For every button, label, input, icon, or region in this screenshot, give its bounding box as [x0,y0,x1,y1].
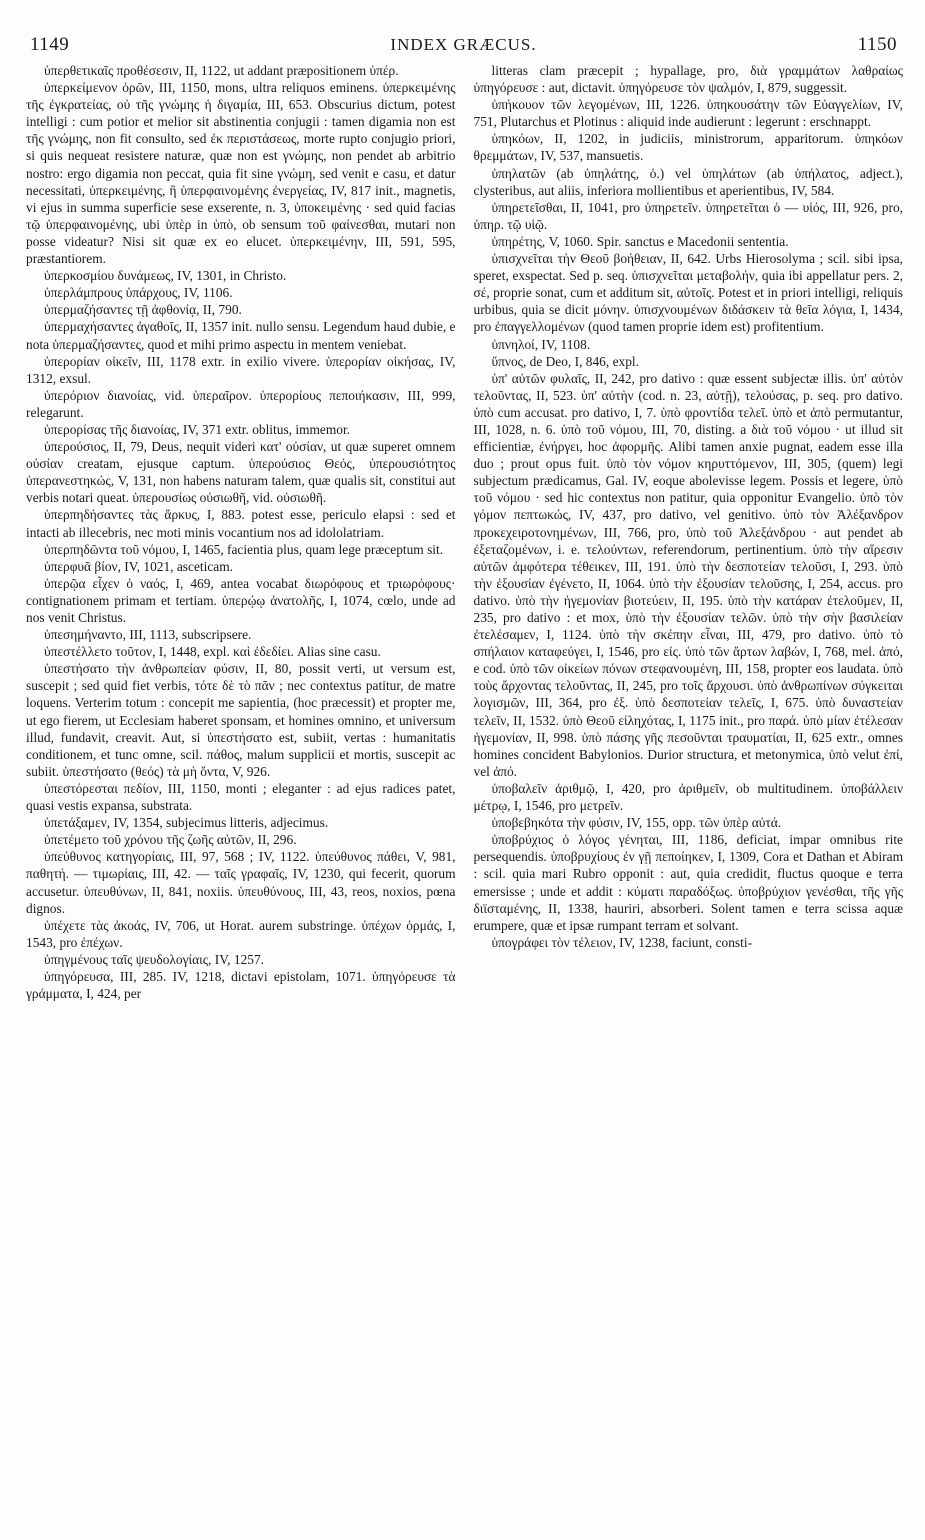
left-page-number: 1149 [30,34,70,55]
index-entry: ὑπηλατῶν (ab ὑπηλάτης, ὁ.) vel ὑπηλάτων (ab ὑπήλατος, adject.), clysteribus, aut aliis, inferiora mollientibus et aperientibus, IV, 584. [473,165,903,198]
index-entry: ὑπισχνεῖται τὴν Θεοῦ βοήθειαν, II, 642. Urbs Hierosolyma ; scil. sibi ipsa, speret, exspectat. Sed p. seq. ὑπισχνεῖται μεταβολήν, quia ibi appellatur pers. 2, σέ, proprie sonat, cum et additum sit, αὐτοῖς. Potest et in priori intelligi, reliquis urbibus, quia se dicit μόνην. ὑπισχνουμένων διδάσκειν τὰ θεῖα λόγια, I, 1434, pro ἐπαγγελλομένων (quod tamen proprie idem est) profitentium. [473,251,903,335]
index-entry: ὑπερμαζήσαντες τῇ ἀφθονίᾳ, II, 790. [44,302,242,318]
index-entry: ὑπερῷα εἶχεν ὁ ναός, I, 469, antea vocabat διωρόφους et τριωρόφους· contignationem primam et tertiam. ὑπερῴῳ ἀνατολῆς, I, 1074, cœlo, unde ad nos venit Christus. [26,575,456,625]
right-column [474,62,904,1002]
index-entry: ὑπεύθυνος κατηγορίαις, III, 97, 568 ; IV, 1122. ὑπεύθυνος πάθει, V, 981, παθητή. — τιμωρίαις, III, 42. — ταῖς γραφαῖς, IV, 1230, qui fecerit, quorum accusetur. ὑπευθύνων, II, 841, noxiis. ὑπευθύνους, III, 43, reos, noxios, pœna dignos. [26,849,456,916]
index-entry: ὑπετέμετο τοῦ χρόνου τῆς ζωῆς αὐτῶν, II, 296. [44,832,297,848]
page-header [26,34,903,60]
index-entry: ὑπνηλοί, IV, 1108. [491,336,591,352]
index-entry: ὑπηρέτης, V, 1060. Spir. sanctus e Macedonii sententia. [491,233,789,249]
index-entry: ὑπέχετε τὰς ἀκοάς, IV, 706, ut Horat. aurem substringe. ὑπέχων ὁρμάς, I, 1543, pro ἐπέχων. [26,917,456,950]
index-entry: ὑπεστόρεσται πεδίον, III, 1150, monti ; eleganter : ad ejus radices patet, quasi vestis expansa, substrata. [26,780,456,814]
index-entry: ὑπηκόων, II, 1202, in judiciis, ministrorum, apparitorum. ὑπηκόων θρεμμάτων, IV, 537, mansuetis. [473,131,903,164]
index-entry: ὑποβρύχιος ὁ λόγος γένηται, III, 1186, deficiat, impar omnibus rite persequendis. ὑποβρυχίους ἐν γῇ πεποίηκεν, I, 1309, Cora et Dathan et Abiram : scil. quia mari Rubro opponit : aut, quia credidit, fluctus quoque e terra emersisse ; unde et addit : κύματι παραδόξως. ὑποβρύχιον γενέσθαι, τῆς γῆς διϊσταμένης, II, 1338, hauriri, absorberi. Solent tamen e terra scissa aquæ erumpere, quæ et ipsæ rumpant terram et solvant. [473,832,903,933]
index-entry: ὑπηρετεῖσθαι, II, 1041, pro ὑπηρετεῖν. ὑπηρετεῖται ὁ — υἱός, III, 926, pro, ὑπηρ. τῷ υἱῷ. [473,199,903,232]
index-entry: ὑπερκοσμίου δυνάμεως, IV, 1301, in Christo. [44,268,287,284]
index-entry: ὑπερόριον διανοίας, vid. ὑπεραῖρον. ὑπερορίους πεποιήκασιν, III, 999, relegarunt. [26,387,456,420]
index-entry: ὑποβεβηκότα τὴν φύσιν, IV, 155, opp. τῶν ὑπὲρ αὐτά. [491,815,782,831]
index-entry: ὑπερπηδῶντα τοῦ νόμου, I, 1465, facientia plus, quam lege præceptum sit. [44,541,444,557]
index-entry: ὑπεστέλλετο τοῦτον, I, 1448, expl. καὶ ἐδεδίει. Alias sine casu. [44,644,381,660]
index-entry: ὑπηγόρευσα, III, 285. IV, 1218, dictavi epistolam, 1071. ὑπηγόρευσε τὰ γράμματα, I, 424, per [26,968,456,1002]
running-title: INDEX GRÆCUS. [390,35,537,54]
index-entry: ὑποβαλεῖν ἀριθμῷ, I, 420, pro ἀριθμεῖν, ob multitudinem. ὑποβάλλειν μέτρῳ, I, 1546, pro μετρεῖν. [473,780,903,814]
index-entry: ὑπηγμένους ταῖς ψευδολογίαις, IV, 1257. [44,951,264,967]
index-entry: ὑπεστήσατο τὴν ἀνθρωπείαν φύσιν, II, 80, possit verti, ut versum est, suscepit ; sed quid fiet verbis, τότε δὲ τὸ πᾶν ; nec contextus patitur, de matre loquens. Verterim totum : concepit me sapientia, (hoc præcessit) et propter me, ut ego fierem, ut Ecclesiam haberet sponsam, et homines omnino, et universum illud, fundavit, creavit. Aut, si ὑπεστήσατο est, subiit, vertas : humanitatis conditionem, et tunc omne, scil. πάθος, malum supplicii et mortis, suscepit ac subiit. ὑπεστήσατο (θεός) τὰ μὴ ὄντα, V, 926. [26,661,456,779]
index-entry: ὑπερορίαν οἰκεῖν, III, 1178 extr. in exilio vivere. ὑπερορίαν οἰκήσας, IV, 1312, exsul. [26,353,456,386]
index-entry: ὑπ' αὐτῶν φυλαῖς, II, 242, pro dativo : quæ essent subjectæ illis. ὑπ' αὐτὸν τελοῦντας, II, 523. ὑπ' αὐτὴν (cod. n. 23, αὐτῇ), τελούσας, p. seq. pro dativo. ὑπὸ cum accusat. pro dativo, I, 7. ὑπὸ φροντίδα τελεῖ. ὑπὸ et ἀπὸ permutantur, III, 1028, n. 6. ὑπὸ τοῦ νόμου, III, 70, disting. a διὰ τοῦ νόμου · ut illud sit efficientiæ, ἐνήργει, hoc ἀφορμῆς. Alibi tamen anxie pugnat, eadem esse illa duo ; prout opus fuit. ὑπὸ τὸν νόμον κηρυττόμενον, III, 305, (quem) legi subjectum prædicamus, Gal. IV, eoque abolevisse legem. Possis et legere, ὑπὸ τοῦ νόμου · sed hic contextus non patitur, quia opponitur Evangelio. ὑπὸ τὸν γόμον πεπτωκώς, IV, 437, pro dativo, vel genitivo. ὑπὸ τὸν Ἀλέξανδρον προκεχειροτονημένων, III, 766, pro, ὑπὸ τοῦ Ἀλεξάνδρου · aut pendet ab ἐξεταζομένων, i. e. τελούντων, referendorum, pertinentium. ὑπὸ τὴν αἵρεσιν αὐτῶν ἀμφότερα τέθεικεν, III, 191. ὑπὸ τὴν δεσποτείαν τελοῦσι, I, 293. ὑπὸ τὴν ἐξουσίαν ἐγένετο, II, 1064. ὑπὸ τὴν ἐξουσίαν τελοῦσης, I, 254, accus. pro dativo. ὑπὸ τὴν ἡγεμονίαν βιοτεύειν, II, 195. ὑπὸ τὴν κατάραν ἐτελοῦμεν, II, 235, pro dativo : et mox, ὑπὸ τὴν ἐξουσίαν τελῶν. ὑπὸ τὴν σὴν βασιλείαν ἐτελέσαμεν, I, 1124. ὑπὸ τὴν σκέπην εἶναι, III, 479, pro dativo. ὑπὸ τὸ σπήλαιον καταφεύγει, I, 1546, pro εἰς. ὑπὸ τῶν ἄρτων λαβών, I, 768, mel. ἀπό, e cod. ὑπὸ τῶν οἰκείων πόνων στεφανουμένη, III, 158, propter eos laudata. ὑπὸ τοὺς ἄρχοντας τελοῦντας, II, 245, pro τοῖς ἄρχουσι. ὑπὸ ἀνθρωπίνων σύγκειται λογισμῶν, III, 364, pro ἐξ. ὑπὸ δεσποτείαν τελεῖς, I, 675. ὑπὸ δυναστείαν τελεῖν, II, 1532. ὑπὸ Θεοῦ εἰληχότας, I, 1175 init., pro παρά. ὑπὸ μίαν ἐτέλεσαν ἡγεμονίαν, II, 998. ὑπὸ πάσης γῆς πεσοῦνται τραυματίαι, II, 625 extr., omnes homines concident Babylonios. Durior structura, et metonymica, ὑπὸ velut ἐπί, vel ἀπό. [473,370,903,779]
right-page-number: 1150 [857,34,897,55]
index-entry: ὑπερκείμενον ὁρῶν, III, 1150, mons, ultra reliquos eminens. ὑπερκειμένης τῆς ἐγκρατείας, οὐ τῆς γνώμης ἡ διγαμία, III, 653. Obscurius dictum, potest intelligi : cum potior et melior sit abstinentia conjugii : tamen digamia non est τῆς γνώμης, non fit consulto, sed ἐκ περιστάσεως, morte rupto conjugio priori, si quis nequeat resistere naturæ, quæ non est γνώμης, non pendet ab arbitrio nostro: ergo digamia non peccat, quia fit sine γνώμη, sed venit e casu, et datur necessitati, ὑπερκειμένης, ἢ ὑπερφαινομένης ἐνεργείας, IV, 817 init., magnetis, vi ejus in summa superficie sese exserente, n. 3, ὑποκειμένης · sed quid facias τῷ ὑπερφαινομένης, ubi ὑπὲρ in ὑπὸ, ob sensum τοῦ φαίνεσθαι, mutari non posse videatur? Nisi sit quæ ex eo elucet. ὑπερκειμένην, III, 591, 595, præstantiorem. [26,80,456,267]
index-entry: ὑπερούσιος, II, 79, Deus, nequit videri κατ' οὐσίαν, ut quæ superet omnem οὐσίαν creatam, ejusque captum. ὑπερούσιος Θεός, ὑπερουσιότητος ὑπερανεστηκώς, V, 131, non habens naturam talem, quæ qualis sit, constitui aut verbis notari queat. ὑπερουσίως οὐσιωθῆ, vid. οὐσιωθῆ. [26,439,456,506]
index-entry: ὑπερμαχήσαντες ἀγαθοῖς, II, 1357 init. nullo sensu. Legendum haud dubie, e nota ὑπερμαζήσαντες, quod et mihi primo aspectu in mentem veniebat. [26,319,456,352]
index-entry: ὑπερπηδήσαντες τὰς ἄρκυς, I, 883. potest esse, periculo elapsi : sed et intacti ab illecebris, nec moti minis vocantium nos ad idololatriam. [26,507,456,540]
index-entry: ὑπερλάμπρους ὑπάρχους, IV, 1106. [44,285,233,301]
index-entry: ὑπήκουον τῶν λεγομένων, III, 1226. ὑπηκουσάτην τῶν Εὐαγγελίων, IV, 751, Plutarchus et Plotinus : aliquid inde audierunt : legerunt : erschnappt. [473,97,903,130]
index-entry: litteras clam præcepit ; hypallage, pro, διὰ γραμμάτων λαθραίως ὑπηγόρευσε : aut, dictavit. ὑπηγόρευσε τὸν ψαλμόν, I, 879, suggessit. [473,63,903,96]
index-entry: ὑπερθετικαῖς προθέσεσιν, II, 1122, ut addant præpositionem ὑπέρ. [44,63,399,78]
index-entry: ὑπετάξαμεν, IV, 1354, subjecimus litteris, adjecimus. [44,815,329,831]
left-column [26,62,456,1002]
index-entry: ὕπνος, de Deo, I, 846, expl. [491,353,639,369]
index-entry: ὑπεσημήναντο, III, 1113, subscripsere. [44,627,252,643]
two-column-body [26,62,903,1002]
index-entry: ὑπερορίσας τῆς διανοίας, IV, 371 extr. oblitus, immemor. [44,421,351,437]
index-entry: ὑπερφυᾶ βίον, IV, 1021, asceticam. [44,558,233,574]
index-entry: ὑπογράφει τὸν τέλειον, IV, 1238, faciunt, consti- [491,934,753,950]
